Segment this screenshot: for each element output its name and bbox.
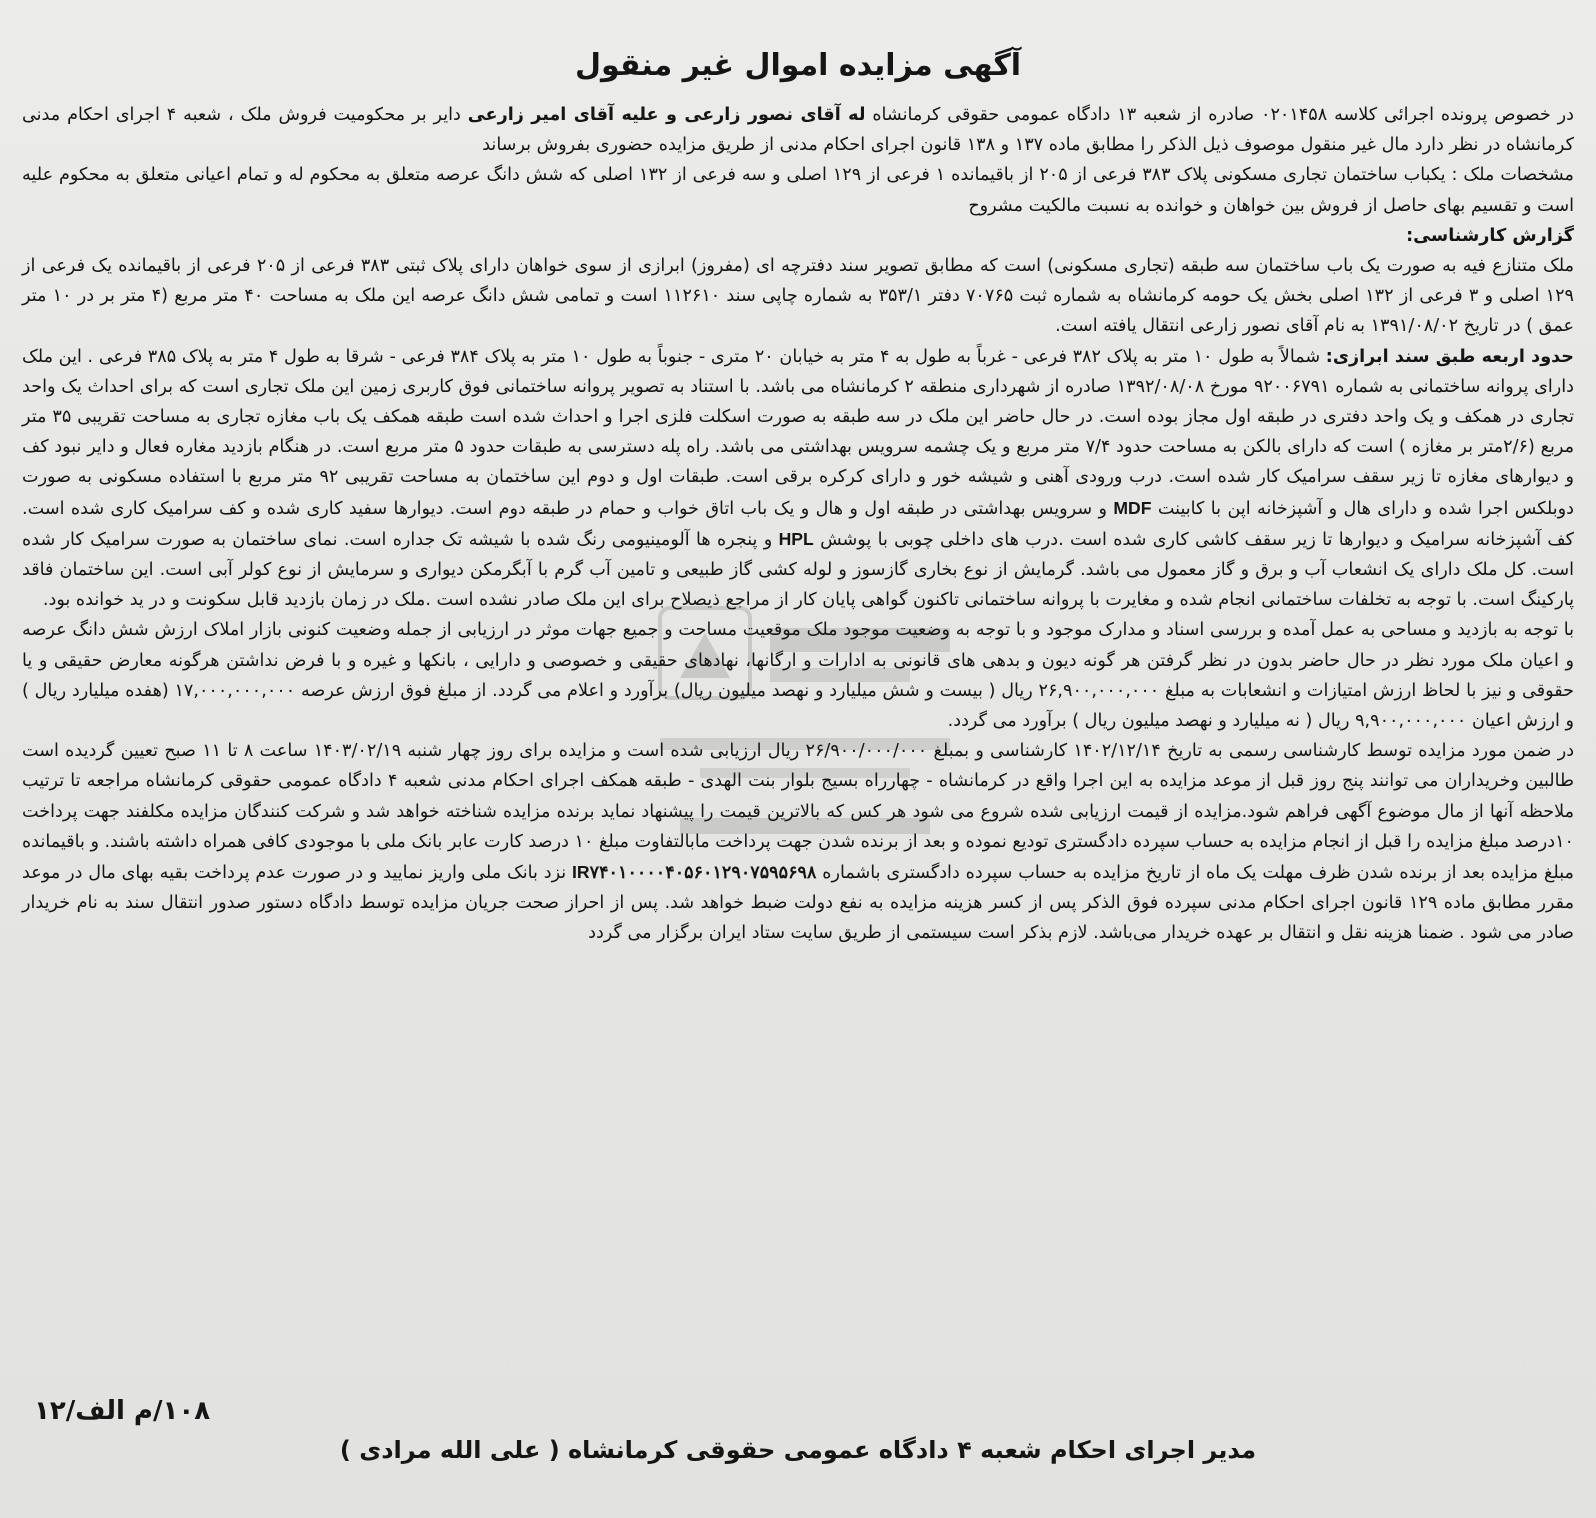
intro-paragraph (22, 100, 1574, 160)
expert-report-paragraph: ملک متنازع فیه به صورت یک باب ساختمان سه طبقه (تجاری مسکونی) است که مطابق تصویر سند دفترچه ای (مفروز) ابرازی از سوی خواهان دارای پلاک ثبتی ۳۸۳ فرعی از ۲۰۵ فرعی از باقیمانده یک فرعی از ۱۲۹ اصلی و ۳ فرعی از ۱۳۲ اصلی بخش یک حومه کرمانشاه به شماره ثبت ۷۰۷۶۵ دفتر ۳۵۳/۱ به شماره چاپی سند ۱۱۲۶۱۰ است و تمامی شش دانگ عرصه این ملک به مساحت ۴۰ متر مربع (۴ متر بر در ۱۰ متر عمق ) در تاریخ ۱۳۹۱/۰۸/۰۲ به نام آقای نصور زارعی انتقال یافته است. (22, 256, 1574, 337)
boundaries-paragraph (22, 342, 1574, 616)
mdf-label: MDF (1113, 497, 1152, 518)
auction-paragraph (22, 736, 1574, 948)
boundaries-text-2: و سرویس بهداشتی در طبقه اول و هال و یک باب اتاق خواب و حمام در طبقه دوم است. دیوارها سفید کاری شده و کف سرامیک کاری شده است. کف آشپزخانه سرامیک و دیوارها تا زیر سقف کاشی کاری شده است .درب های داخلی چوبی با پوشش (22, 498, 1574, 550)
boundaries-text-1: شمالاً به طول ۱۰ متر به پلاک ۳۸۲ فرعی - غرباً به طول به ۴ متر به خیابان ۲۰ متری - جنوباً به طول ۱۰ متر به پلاک ۳۸۴ فرعی - شرقا به طول ۴ متر به پلاک ۳۸۵ فرعی . این ملک دارای پروانه ساختمانی به شماره ۹۲۰۰۶۷۹۱ مورخ ۱۳۹۲/۰۸/۰۸ صادره از شهرداری منطقه ۲ کرمانشاه می باشد. با استناد به تصویر پروانه ساختمانی فوق کاربری زمین این ملک تجاری است که برای احداث یک واحد تجاری در همکف و یک واحد دفتری در طبقه اول مجاز بوده است. در حال حاضر این ملک در سه طبقه به صورت اسکلت فلزی اجرا و احداث شده است طبقه همکف یک باب مغازه تجاری به مساحت تقریبی ۳۵ متر مربع (۲/۶متر بر مغازه ) است که دارای بالکن به مساحت حدود ۷/۴ متر مربع و یک چشمه سرویس بهداشتی می باشد. راه پله دسترسی به طبقات حدود ۵ متر مربع است. در هنگام بازدید مغاره فعال و دایر نبود کف و دیوارهای مغازه تا زیر سقف سرامیک کار شده است. درب ورودی آهنی و شیشه خور و دارای کرکره برقی است. طبقات اول و دوم این ساختمان به مساحت تقریبی ۹۲ متر مربع با استفاده مسکونی به صورت دوبلکس اجرا شده و دارای هال و آشپزخانه اپن با کابینت (22, 346, 1574, 519)
iban-number: IR۷۴۰۱۰۰۰۰۴۰۵۶۰۱۲۹۰۷۵۹۵۶۹۸ (572, 862, 817, 883)
reference-number: ۱۰۸/م الف/۱۲ (34, 1396, 211, 1426)
expert-report-heading: گزارش کارشناسی: (1406, 225, 1574, 246)
auction-text-1: در ضمن مورد مزایده توسط کارشناسی رسمی به تاریخ ۱۴۰۲/۱۲/۱۴ کارشناسی و بمبلغ ۲۶/۹۰۰/۰۰۰/۰۰۰ ریال ارزیابی شده است و مزایده برای روز چهار شنبه ۱۴۰۳/۰۲/۱۹ ساعت ۸ تا ۱۱ صبح تعیین گردیده است طالبین وخریداران می توانند پنج روز قبل از موعد مزایده به این اجرا واقع در کرمانشاه - چهارراه بسیج بلوار بنت الهدی - طبقه همکف اجرای احکام مدنی شعبه ۴ دادگاه عمومی حقوقی کرمانشاه مراجعه تا ترتیب ملاحظه آنها از مال موضوع آگهی فراهم شود.مزایده از قیمت ارزیابی شده شروع می شود هر کس که بالاترین قیمت را پیشنهاد نماید برنده مزایده شناخته خواهد شد و شرکت کنندگان مزایده مکلفند جهت پرداخت ۱۰درصد مبلغ مزایده را قبل از انجام مزایده به حساب سپرده دادگستری تودیع نموده و بعد از برنده شدن جهت پرداخت مابالتفاوت مبلغ ۱۰ درصد کارت عابر بانک ملی با موجودی کافی همراه داشته باشند. و باقیمانده مبلغ مزایده بعد از برنده شدن ظرف مهلت یک ماه از تاریخ مزایده به حساب سپرده دادگستری باشماره (22, 741, 1575, 884)
valuation-paragraph: با توجه به بازدید و مساحی به عمل آمده و بررسی اسناد و مدارک موجود و با توجه به وضعیت موجود ملک موقعیت مساحت و جمیع جهات موثر در ارزیابی از جمله وضعیت کنونی بازار املاک ارزش شش دانگ عرصه و اعیان ملک مورد نظر در حال حاضر بدون در نظر گرفتن هر گونه دیون و بدهی های قانونی به ادارات و ارگانها، نهادهای حقیقی و خصوصی و دارایی ، بانکها و غیره و با فرض نداشتن هرگونه معارض حقیقی و یا حقوقی و نیز با لحاظ ارزش امتیازات و انشعابات به مبلغ ۲۶,۹۰۰,۰۰۰,۰۰۰ ریال ( بیست و شش میلیارد و نهصد میلیون ریال) برآورد و اعلام می گردد. از مبلغ فوق ارزش عرصه ۱۷,۰۰۰,۰۰۰,۰۰۰ (هفده میلیارد ریال ) و ارزش اعیان ۹,۹۰۰,۰۰۰,۰۰۰ ریال ( نه میلیارد و نهصد میلیون ریال ) برآورد می گردد. (22, 620, 1575, 732)
auction-text-2: نزد بانک ملی واریز نمایید و در صورت عدم پرداخت بقیه بهای مال در موعد مقرر مطابق ماده ۱۲۹ قانون اجرای احکام مدنی سپرده فوق الذکر پس از کسر هزینه مزایده به نفع دولت ضبط خواهد شد. پس از احراز صحت جریان مزایده توسط دادگاه دستور صدور انتقال سند به نام خریدار صادر می شود . ضمنا هزینه نقل و انتقال بر عهده خریدار می‌باشد. لازم بذکر است سیستمی از طریق سایت ستاد ایران برگزار می گردد (22, 863, 1574, 944)
parties-text: له آقای نصور زارعی و علیه آقای امیر زارعی (467, 105, 866, 125)
property-spec-paragraph: مشخصات ملک : یکباب ساختمان تجاری مسکونی پلاک ۳۸۳ فرعی از ۲۰۵ از باقیمانده ۱ فرعی از ۱۲۹ اصلی و سه فرعی از ۱۳۲ اصلی که شش دانگ عرصه متعلق به محکوم له و تمام اعیانی متعلق به محکوم علیه است و تقسیم بهای حاصل از فروش بین خواهان و خوانده به نسبت مالکیت مشروح (22, 165, 1574, 216)
intro-text-1: در خصوص پرونده اجرائی کلاسه ۰۲۰۱۴۵۸ صادره از شعبه ۱۳ دادگاه عمومی حقوقی کرمانشاه (865, 105, 1574, 125)
hpl-label: HPL (778, 528, 814, 549)
notice-body (22, 100, 1574, 949)
signature-line: مدیر اجرای احکام شعبه ۴ دادگاه عمومی حقوقی کرمانشاه ( علی الله مرادی ) (339, 1436, 1257, 1464)
intro-text-2: دایر بر محکومیت فروش ملک ، شعبه ۴ اجرای احکام مدنی کرمانشاه در نظر دارد مال غیر منقول موصوف ذیل الذکر را مطابق ماده ۱۳۷ و ۱۳۸ قانون اجرای احکام مدنی از طریق مزایده حضوری بفروش برساند (22, 105, 1574, 156)
boundaries-heading: حدود اربعه طبق سند ابرازی: (1325, 346, 1574, 367)
boundaries-text-3: و پنجره ها آلومینیومی رنگ شده با شیشه تک جداره است. نمای ساختمان به صورت سرامیک کار شده است. کل ملک دارای یک انشعاب آب و برق و گاز معمول می باشد. گرمایش از نوع بخاری گازسوز و لوله کشی گاز طبیعی و تامین آب گرم با آبگرمکن دیواری و سرمایش از نوع کولر آبی است. این ساختمان فاقد پارکینگ است. با توجه به تخلفات ساختمانی انجام شده و مغایرت با پروانه ساختمانی تاکنون گواهی پایان کار از مراجع ذیصلاح برای این ملک صادر نشده است .ملک در زمان بازدید قابل سکونت و در ید خوانده بود. (22, 529, 1574, 611)
notice-title: آگهی مزایده اموال غیر منقول (574, 48, 1022, 83)
